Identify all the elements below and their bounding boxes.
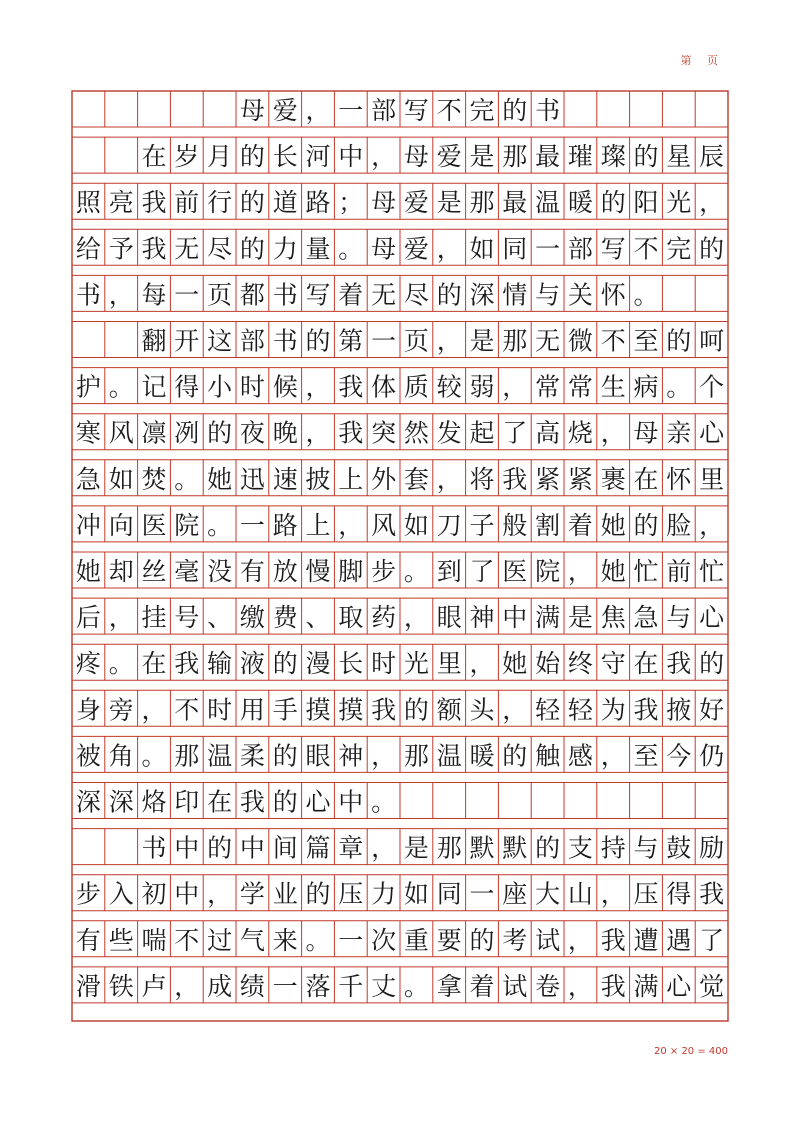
grid-row-text: 母 爱 ， 一 部 写 不 完 的 书 bbox=[239, 95, 561, 125]
grid-row-text: 冲 向 医 院 。 一 路 上 ， 风 如 刀 子 般 割 着 她 的 脸 ， bbox=[75, 510, 725, 540]
grid-row-text: 给 予 我 无 尽 的 力 量 。 母 爱 ， 如 同 一 部 写 不 完 的 bbox=[75, 233, 725, 263]
grid-row-text: 急 如 焚 。 她 迅 速 披 上 外 套 ， 将 我 紧 紧 裹 在 怀 里 bbox=[75, 464, 725, 494]
grid-row-text: 书 中 的 中 间 篇 章 ， 是 那 默 默 的 支 持 与 鼓 励 bbox=[141, 833, 725, 863]
grid-row-text: 书 ， 每 一 页 都 书 写 着 无 尽 的 深 情 与 关 怀 。 bbox=[75, 279, 659, 309]
grid-row-text: 有 些 喘 不 过 气 来 。 一 次 重 要 的 考 试 ， 我 遭 遇 了 bbox=[75, 925, 725, 955]
grid-row-text: 疼 。 在 我 输 液 的 漫 长 时 光 里 ， 她 始 终 守 在 我 的 bbox=[75, 648, 725, 678]
grid-row-text: 步 入 初 中 ， 学 业 的 压 力 如 同 一 座 大 山 ， 压 得 我 bbox=[75, 879, 725, 909]
grid-row-text: 身 旁 ， 不 时 用 手 摸 摸 我 的 额 头 ， 轻 轻 为 我 掖 好 bbox=[75, 694, 725, 724]
grid-row-text: 寒 风 凛 冽 的 夜 晚 ， 我 突 然 发 起 了 高 烧 ， 母 亲 心 bbox=[75, 418, 725, 448]
grid-row-text: 后 ， 挂 号 、 缴 费 、 取 药 ， 眼 神 中 满 是 焦 急 与 心 bbox=[75, 602, 725, 632]
grid-capacity-label: 20 × 20 = 400 bbox=[653, 1046, 728, 1057]
grid-row-text: 滑 铁 卢 ， 成 绩 一 落 千 丈 。 拿 着 试 卷 ， 我 满 心 觉 bbox=[75, 971, 725, 1001]
grid-row-text: 被 角 。 那 温 柔 的 眼 神 ， 那 温 暖 的 触 感 ， 至 今 仍 bbox=[75, 740, 725, 770]
grid-row-text: 翻 开 这 部 书 的 第 一 页 ， 是 那 无 微 不 至 的 呵 bbox=[141, 326, 725, 355]
grid-row-text: 她 却 丝 毫 没 有 放 慢 脚 步 。 到 了 医 院 ， 她 忙 前 忙 bbox=[75, 556, 725, 586]
grid-row-text: 护 。 记 得 小 时 候 ， 我 体 质 较 弱 ， 常 常 生 病 。 个 bbox=[75, 372, 725, 402]
grid-row-text: 照 亮 我 前 行 的 道 路 ； 母 爱 是 那 最 温 暖 的 阳 光 ， bbox=[75, 187, 725, 217]
page-number-label: 第 页 bbox=[680, 54, 724, 67]
grid-row-text: 深 深 烙 印 在 我 的 心 中 。 bbox=[75, 787, 397, 816]
grid-lines bbox=[72, 91, 728, 1021]
grid-row-text: 在 岁 月 的 长 河 中 ， 母 爱 是 那 最 璀 璨 的 星 辰 bbox=[141, 141, 725, 171]
